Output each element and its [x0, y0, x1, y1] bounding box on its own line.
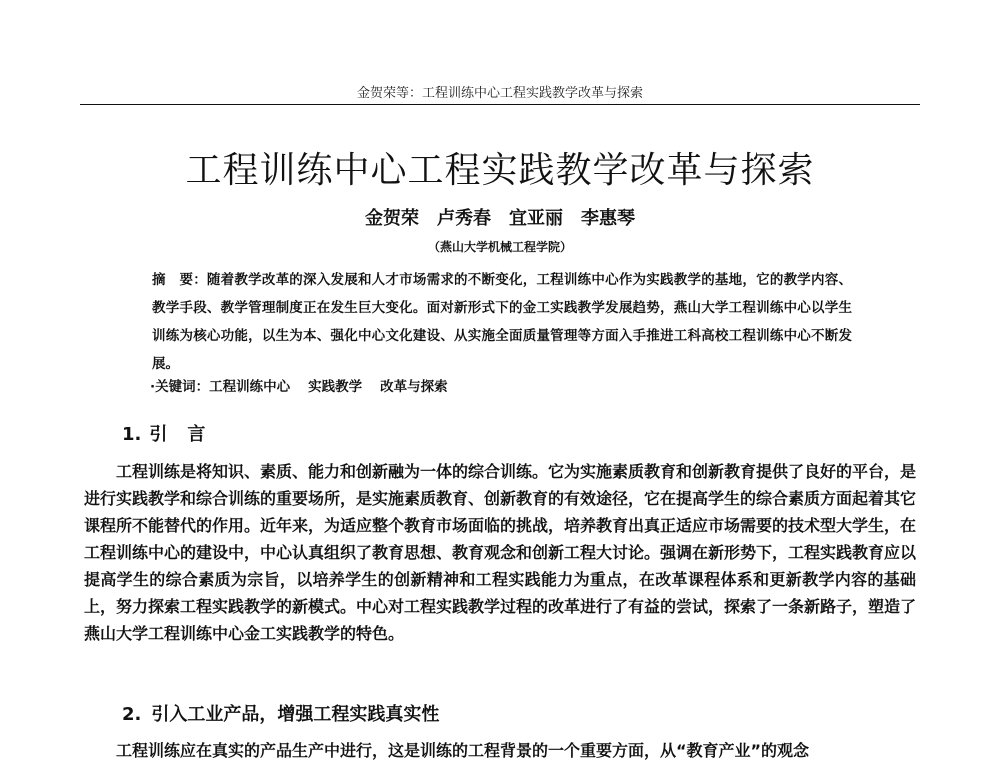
section-number: 2.: [122, 704, 142, 725]
abstract-text: 随着教学改革的深入发展和人才市场需求的不断变化，工程训练中心作为实践教学的基地，它的教学内容、教学手段、教学管理制度正在发生巨大变化。面对新形式下的金工实践教学发展趋势，燕山大学工程训练中心以学生训练为核心功能，以生为本、强化中心文化建设、从实施全面质量管理等方面入手推进工科高校工程训练中心不断发展。: [152, 272, 853, 372]
header-rule: [80, 104, 920, 105]
keyword: 工程训练中心: [209, 379, 291, 395]
paper-title: 工程训练中心工程实践教学改革与探索: [185, 150, 815, 191]
section-number: 1.: [122, 424, 142, 445]
abstract-label: 摘 要：: [152, 272, 207, 288]
section-1-paragraph: 工程训练是将知识、素质、能力和创新融为一体的综合训练。它为实施素质教育和创新教育提供了良好的平台，是进行实践教学和综合训练的重要场所，是实施素质教育、创新教育的有效途径，它在提高学生的综合素质方面起着其它课程所不能替代的作用。近年来，为适应整个教育市场面临的挑战，培养教育出真正适应市场需要的技术型大学生，在工程训练中心的建设中，中心认真组织了教育思想、教育观念和创新工程大讨论。强调在新形势下，工程实践教育应以提高学生的综合素质为宗旨，以培养学生的创新精神和工程实践能力为重点，在改革课程体系和更新教学内容的基础上，努力探索工程实践教学的新模式。中心对工程实践教学过程的改革进行了有益的尝试，探索了一条新路子，塑造了燕山大学工程训练中心金工实践教学的特色。: [84, 462, 917, 643]
section-2-paragraph: 工程训练应在真实的产品生产中进行，这是训练的工程背景的一个重要方面，从“教育产业”的观念: [116, 741, 810, 760]
keyword: 实践教学: [308, 379, 363, 395]
section-heading-2: [122, 700, 439, 726]
keywords: [150, 375, 850, 395]
affiliation: （燕山大学机械工程学院）: [427, 240, 572, 254]
running-header: 金贺荣等：工程训练中心工程实践教学改革与探索: [356, 86, 643, 101]
section-heading-1: [122, 420, 225, 446]
abstract: [152, 266, 852, 378]
keywords-label: ·关键词：: [150, 379, 210, 395]
keyword: 改革与探索: [380, 379, 448, 395]
section-title: 引入工业产品，增强工程实践真实性: [151, 704, 440, 725]
section-title: 引言: [149, 424, 226, 445]
authors: 金贺荣 卢秀春 宜亚丽 李惠琴: [365, 208, 635, 229]
